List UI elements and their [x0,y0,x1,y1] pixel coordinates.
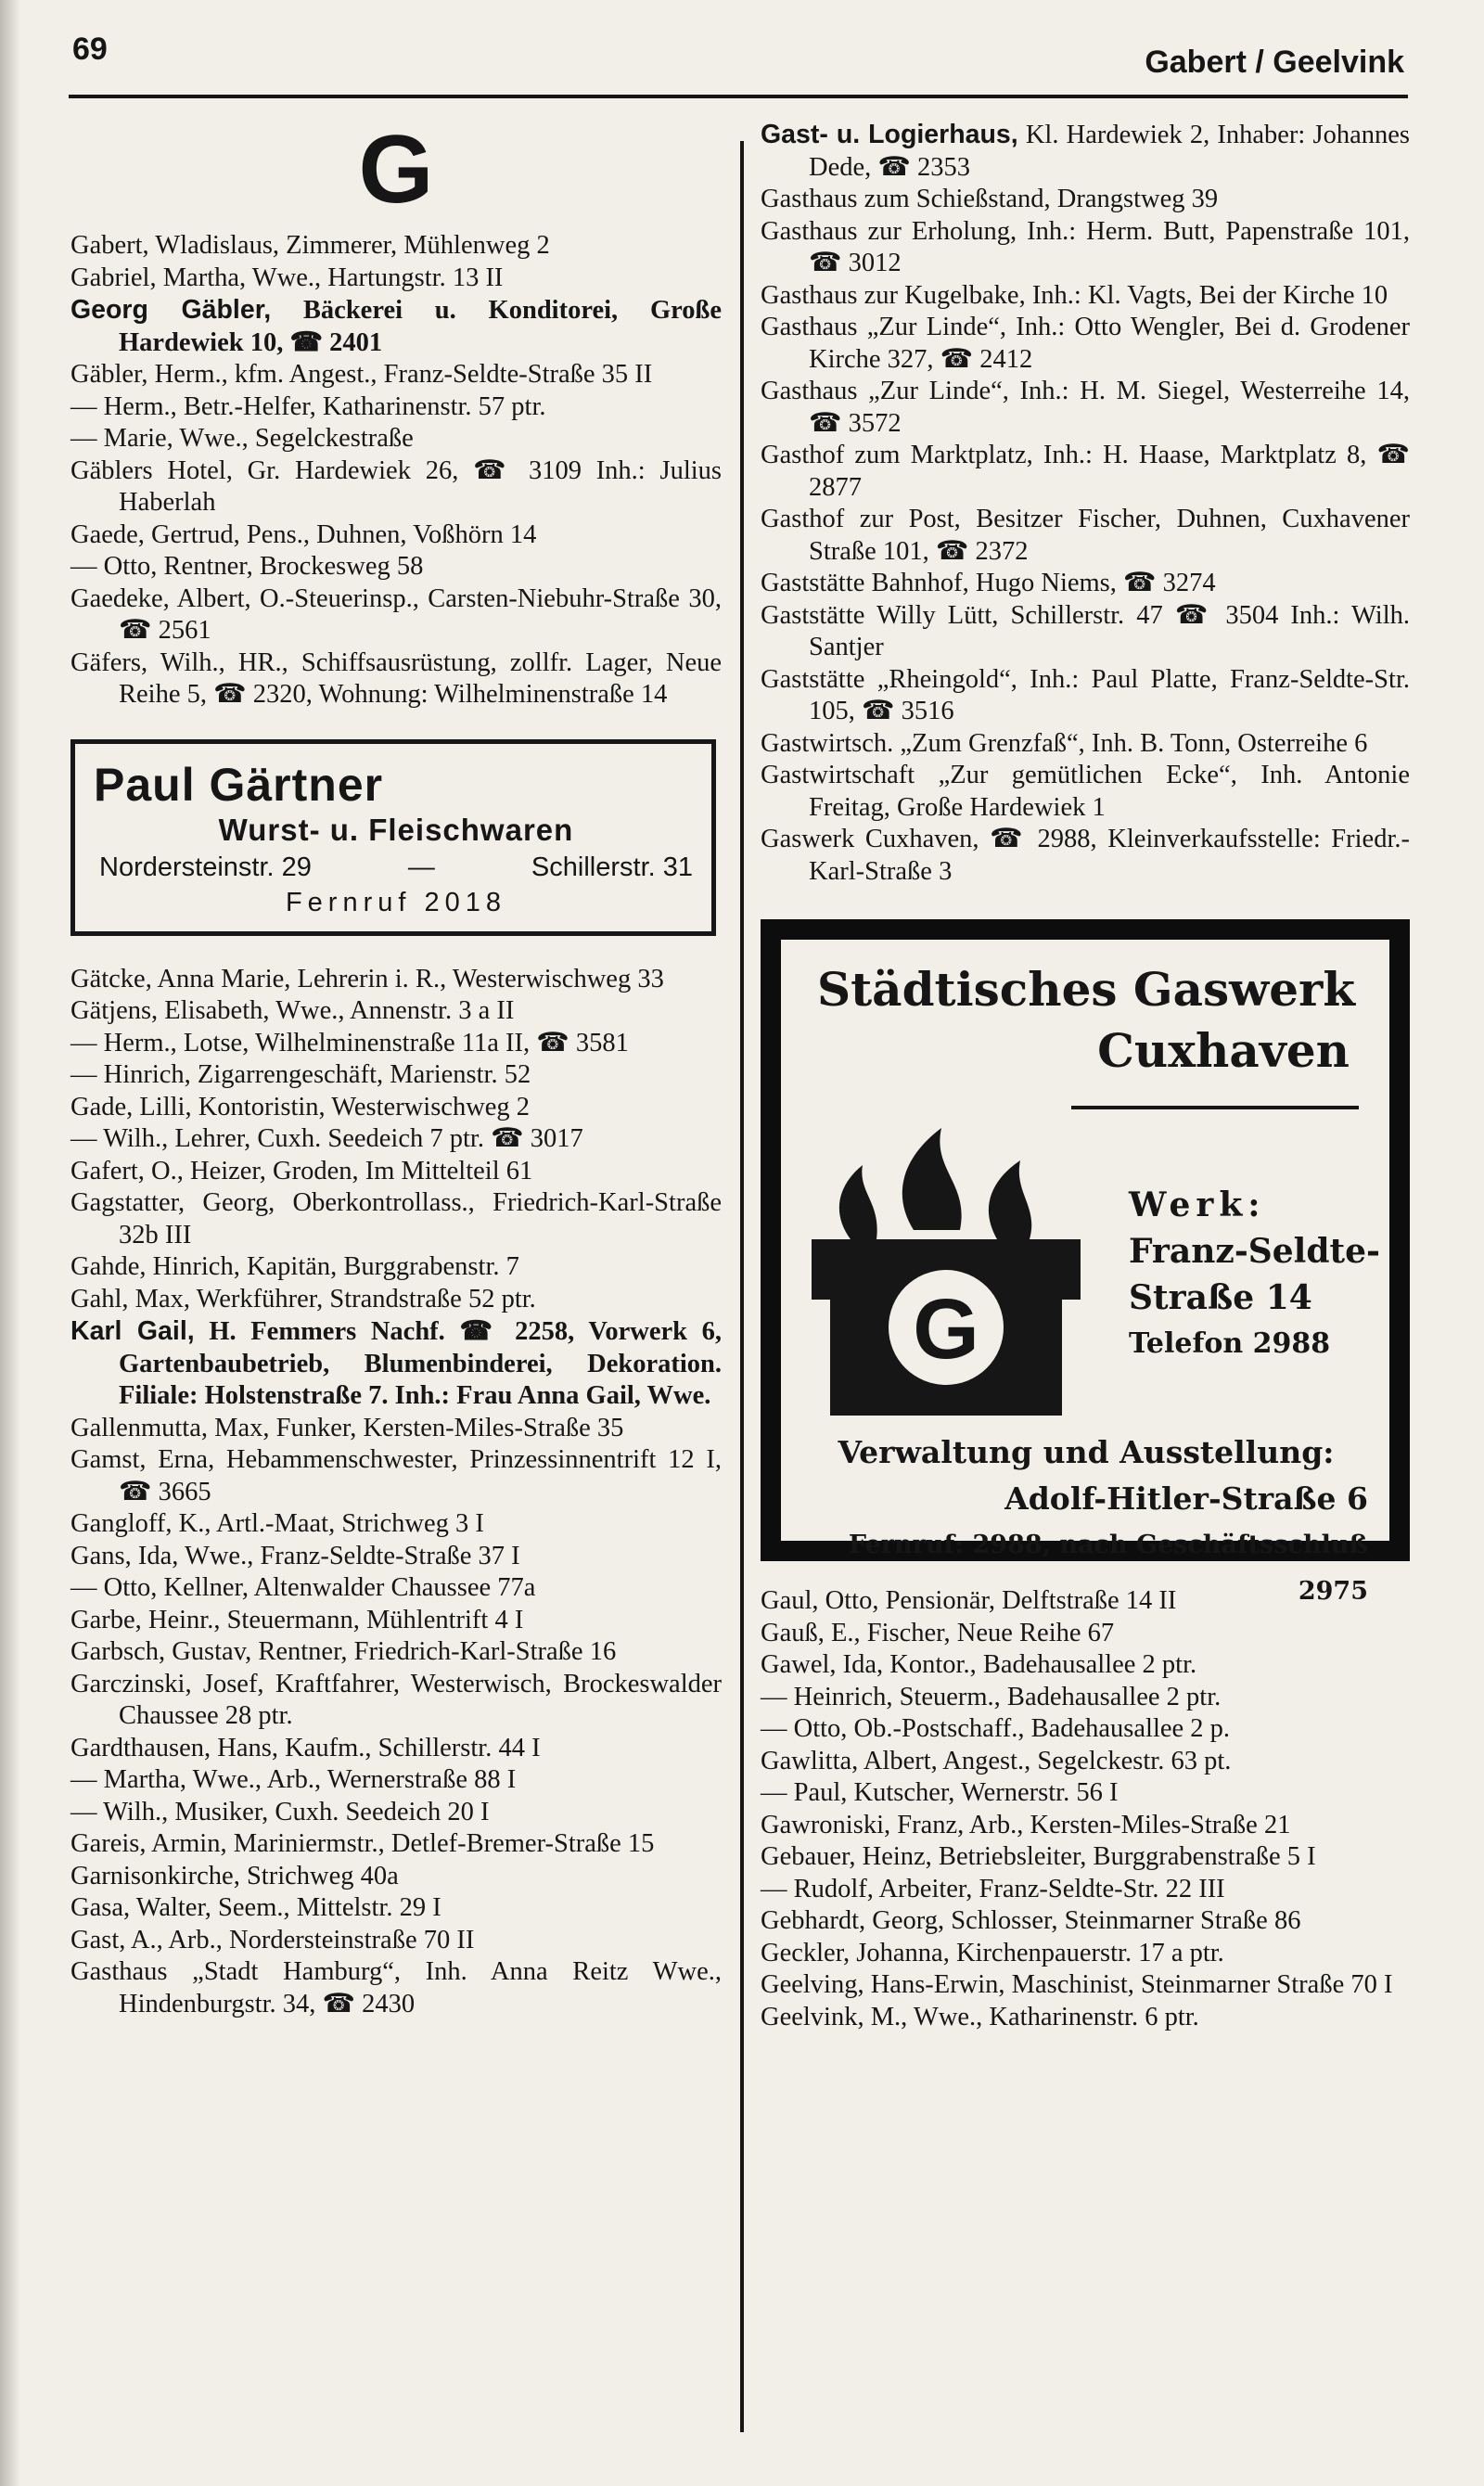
section-letter: G [358,116,434,224]
directory-entry [761,376,1410,440]
directory-entry [70,391,722,424]
entry-text: Gagstatter, Georg, Oberkontrollass., Friedrich-Karl-Straße 32b III [70,1188,722,1249]
advertisement-gaertner [70,739,716,936]
directory-entry [761,280,1410,313]
directory-entry [70,1413,722,1445]
entry-text: Gauß, E., Fischer, Neue Reihe 67 [761,1618,1115,1647]
directory-entry [761,1713,1410,1746]
entry-text: — Martha, Wwe., Arb., Wernerstraße 88 I [70,1765,517,1794]
entry-text: — Herm., Betr.-Helfer, Katharinenstr. 57 ptr. [70,391,546,421]
gas-flame-logo-icon [812,1128,1081,1416]
ad-gaswerk-admin-block [804,1429,1368,1615]
entry-text: — Hinrich, Zigarrengeschäft, Marienstr. 52 [70,1060,531,1089]
directory-entry [70,1861,722,1893]
directory-entry [70,1315,722,1413]
directory-entry [70,1123,722,1156]
entry-lead-name: Georg Gäbler, [70,295,272,325]
directory-entry [761,1649,1410,1682]
directory-entry [761,1969,1410,2002]
entry-text: Gasthaus „Zur Linde“, Inh.: H. M. Siegel, Westerreihe 14, ☎ 3572 [761,377,1410,438]
directory-entry [70,1733,722,1765]
directory-entry [761,119,1410,184]
entry-text: — Marie, Wwe., Segelckestraße [70,424,414,453]
column-divider [740,141,744,2432]
entry-text: — Rudolf, Arbeiter, Franz-Seldte-Str. 22 III [761,1874,1225,1903]
ad-gaswerk-city: Cuxhaven [1097,1023,1350,1078]
running-head: Gabert / Geelvink [1145,45,1404,80]
entry-text: Gawroniski, Franz, Arb., Kersten-Miles-Straße 21 [761,1810,1291,1839]
directory-entry [70,1956,722,2020]
directory-entry [70,1092,722,1124]
directory-entry [761,2002,1410,2034]
entry-list-right-1 [761,119,1410,888]
ad-gaswerk-werk-street-1: Franz-Seldte- [1129,1232,1381,1271]
directory-entry [70,230,722,263]
directory-entry [761,216,1410,280]
entry-text: Gaststätte Bahnhof, Hugo Niems, ☎ 3274 [761,569,1216,597]
entry-text: Garczinski, Josef, Kraftfahrer, Westerwisch, Brockeswalder Chaussee 28 ptr. [70,1669,722,1730]
entry-text: Gaststätte Willy Lütt, Schillerstr. 47 ☎ 3504 Inh.: Wilh. Santjer [761,600,1410,661]
scan-edge [0,0,20,2486]
entry-list-left-1 [70,230,722,711]
entry-text: — Wilh., Musiker, Cuxh. Seedeich 20 I [70,1797,490,1826]
directory-entry [761,504,1410,568]
entry-text: Gawel, Ida, Kontor., Badehausallee 2 ptr. [761,1650,1197,1679]
directory-entry [70,1444,722,1508]
entry-text: Gabriel, Martha, Wwe., Hartungstr. 13 II [70,263,504,292]
directory-entry [761,1841,1410,1874]
entry-text: Gäbler, Herm., kfm. Angest., Franz-Seldte-Straße 35 II [70,360,653,389]
entry-text: Gareis, Armin, Mariniermstr., Detlef-Bremer-Straße 15 [70,1829,655,1858]
entry-list-right-2 [761,1585,1410,2033]
ad-gaertner-phone: Fernruf 2018 [285,887,507,917]
directory-entry [761,1682,1410,1714]
entry-text: Gafert, O., Heizer, Groden, Im Mittelteil 61 [70,1156,533,1185]
entry-text: Gasthof zur Post, Besitzer Fischer, Duhnen, Cuxhavener Straße 101, ☎ 2372 [761,505,1410,566]
directory-entry [70,1541,722,1573]
entry-text: Geelving, Hans-Erwin, Maschinist, Steinmarner Straße 70 I [761,1970,1393,1999]
ad-gaertner-name: Paul Gärtner [94,758,384,811]
entry-text: Gans, Ida, Wwe., Franz-Seldte-Straße 37 I [70,1541,520,1570]
entry-text: Gaswerk Cuxhaven, ☎ 2988, Kleinverkaufsstelle: Friedr.-Karl-Straße 3 [761,825,1410,886]
directory-entry [70,1669,722,1733]
entry-text: Gardthausen, Hans, Kaufm., Schillerstr. 44 I [70,1733,541,1762]
entry-text: Gätjens, Elisabeth, Wwe., Annenstr. 3 a II [70,996,515,1025]
ad-gaswerk-werk-phone: Telefon 2988 [1129,1327,1331,1360]
directory-entry [70,964,722,996]
directory-entry [70,995,722,1028]
entry-text: Gasthof zum Marktplatz, Inh.: H. Haase, Marktplatz 8, ☎ 2877 [761,441,1410,502]
entry-text: Gangloff, K., Artl.-Maat, Strichweg 3 I [70,1509,484,1538]
directory-entry [70,1156,722,1188]
entry-text: Garbsch, Gustav, Rentner, Friedrich-Karl-Straße 16 [70,1637,617,1666]
entry-text: Gebhardt, Georg, Schlosser, Steinmarner Straße 86 [761,1906,1301,1935]
entry-text: Gaststätte „Rheingold“, Inh.: Paul Platte, Franz-Seldte-Str. 105, ☎ 3516 [761,664,1410,725]
directory-entry [761,1905,1410,1938]
directory-entry [761,568,1410,600]
entry-text: Garnisonkirche, Strichweg 40a [70,1861,399,1890]
top-rule [69,95,1408,98]
ad-gaswerk-logo-letter: G [913,1282,979,1377]
entry-text: Gasthaus „Zur Linde“, Inh.: Otto Wengler, Bei d. Grodener Kirche 327, ☎ 2412 [761,313,1410,374]
entry-text: Bäckerei u. Konditorei, Große Hardewiek 10, ☎ 2401 [119,296,722,357]
entry-text: Gawlitta, Albert, Angest., Segelckestr. 63 pt. [761,1746,1232,1775]
entry-text: Gast, A., Arb., Nordersteinstraße 70 II [70,1925,475,1954]
page-number: 69 [72,32,108,67]
entry-text: — Heinrich, Steuerm., Badehausallee 2 ptr. [761,1682,1222,1711]
ad-gaswerk-admin-label: Verwaltung und Ausstellung: [838,1434,1335,1470]
directory-entry [761,728,1410,761]
directory-entry [70,1892,722,1925]
ad-gaertner-separator: — [407,852,435,882]
directory-entry [70,423,722,455]
ad-gaertner-address-1: Nordersteinstr. 29 [99,852,312,882]
ad-gaertner-address-2: Schillerstr. 31 [531,852,693,882]
entry-lead-name: Karl Gail, [70,1316,195,1346]
directory-entry [761,1618,1410,1650]
ad-gaswerk-werk-block [1129,1182,1380,1367]
directory-entry [70,1605,722,1637]
entry-text: — Otto, Kellner, Altenwalder Chaussee 77a [70,1573,536,1602]
entry-text: Gahde, Hinrich, Kapitän, Burggrabenstr. 7 [70,1252,519,1281]
directory-entry [70,1925,722,1957]
directory-entry [70,1284,722,1316]
ad-gaswerk-phone-line: Fernruf: 2988, nach Geschäftsschluß 2975 [848,1531,1368,1606]
directory-entry [70,1828,722,1861]
directory-entry [70,519,722,552]
directory-entry [761,312,1410,376]
entry-text: — Herm., Lotse, Wilhelminenstraße 11a II, ☎ 3581 [70,1028,629,1057]
entry-text: Gäblers Hotel, Gr. Hardewiek 26, ☎ 3109 Inh.: Julius Haberlah [70,455,722,517]
directory-entry [70,647,722,711]
directory-entry [70,1187,722,1251]
entry-text: Gasthaus zur Erholung, Inh.: Herm. Butt, Papenstraße 101, ☎ 3012 [761,216,1410,277]
directory-entry [70,1059,722,1092]
entry-text: Gade, Lilli, Kontoristin, Westerwischweg 2 [70,1092,531,1121]
entry-text: Gasthaus zur Kugelbake, Inh.: Kl. Vagts, Bei der Kirche 10 [761,280,1388,310]
entry-text: Gamst, Erna, Hebammenschwester, Prinzessinnentrift 12 I, ☎ 3665 [70,1445,722,1506]
directory-entry [70,551,722,583]
directory-entry [70,1028,722,1060]
entry-text: — Otto, Ob.-Postschaff., Badehausallee 2 p. [761,1714,1231,1743]
entry-text: Kl. Hardewiek 2, Inhaber: Johannes Dede, ☎ 2353 [809,121,1411,182]
directory-entry [761,1874,1410,1906]
ad-gaswerk-werk-street-2: Straße 14 [1129,1278,1312,1317]
entry-text: Gaul, Otto, Pensionär, Delftstraße 14 II [761,1586,1177,1615]
entry-text: Gebauer, Heinz, Betriebsleiter, Burggrabenstraße 5 I [761,1842,1316,1871]
right-column [761,119,1410,2033]
directory-entry [761,1746,1410,1778]
entry-text: Gastwirtschaft „Zur gemütlichen Ecke“, Inh. Antonie Freitag, Große Hardewiek 1 [761,761,1410,822]
entry-text: Geckler, Johanna, Kirchenpauerstr. 17 a ptr. [761,1938,1224,1967]
directory-entry [761,184,1410,216]
entry-list-left-2 [70,964,722,2021]
entry-text: Gastwirtsch. „Zum Grenzfaß“, Inh. B. Tonn, Osterreihe 6 [761,728,1368,758]
entry-text: — Paul, Kutscher, Wernerstr. 56 I [761,1778,1119,1807]
directory-entry [70,1636,722,1669]
directory-entry [761,1777,1410,1810]
directory-entry [70,359,722,391]
entry-text: Gaede, Gertrud, Pens., Duhnen, Voßhörn 14 [70,519,537,549]
directory-entry [70,1797,722,1829]
ad-gaertner-addresses [94,850,698,885]
entry-text: Garbe, Heinr., Steuermann, Mühlentrift 4 I [70,1605,524,1634]
directory-entry [70,1251,722,1284]
left-column [70,116,722,2020]
entry-text: Gasthaus „Stadt Hamburg“, Inh. Anna Reitz Wwe., Hindenburgstr. 34, ☎ 2430 [70,1957,722,2018]
entry-text: H. Femmers Nachf. ☎ 2258, Vorwerk 6, Gartenbaubetrieb, Blumenbinderei, Dekoration. Filiale: Holstenstraße 7. Inh.: Frau Anna Gail, Wwe. [119,1317,722,1410]
entry-text: — Otto, Rentner, Brockesweg 58 [70,552,424,581]
directory-entry [761,1938,1410,1970]
directory-entry [761,664,1410,728]
entry-text: Gahl, Max, Werkführer, Strandstraße 52 ptr. [70,1284,536,1313]
ad-gaswerk-underline [1071,1106,1359,1109]
entry-text: Gasthaus zum Schießstand, Drangstweg 39 [761,185,1219,213]
directory-entry [70,583,722,647]
directory-entry [761,760,1410,824]
directory-entry [70,1572,722,1605]
directory-entry [70,263,722,295]
directory-entry [761,440,1410,504]
entry-text: Geelvink, M., Wwe., Katharinenstr. 6 ptr. [761,2002,1199,2031]
directory-entry [70,1764,722,1797]
entry-text: Gätcke, Anna Marie, Lehrerin i. R., Westerwischweg 33 [70,964,664,993]
entry-text: — Wilh., Lehrer, Cuxh. Seedeich 7 ptr. ☎ 3017 [70,1124,583,1153]
directory-entry [761,1810,1410,1842]
entry-text: Gallenmutta, Max, Funker, Kersten-Miles-Straße 35 [70,1413,624,1442]
ad-gaswerk-admin-address: Adolf-Hitler-Straße 6 [1004,1480,1368,1517]
entry-text: Gaedeke, Albert, O.-Steuerinsp., Carsten-Niebuhr-Straße 30, ☎ 2561 [70,583,722,645]
entry-text: Gabert, Wladislaus, Zimmerer, Mühlenweg 2 [70,231,550,260]
entry-text: Gasa, Walter, Seem., Mittelstr. 29 I [70,1893,441,1922]
entry-text: Gäfers, Wilh., HR., Schiffsausrüstung, zollfr. Lager, Neue Reihe 5, ☎ 2320, Wohnung: Wilhelminenstraße 14 [70,647,722,709]
ad-gaswerk-werk-label: Werk: [1129,1185,1266,1224]
entry-lead-name: Gast- u. Logierhaus, [761,120,1018,149]
directory-entry [761,824,1410,888]
directory-entry [70,294,722,359]
ad-gaswerk-title: Städtisches Gaswerk [816,962,1356,1017]
directory-entry [70,1508,722,1541]
directory-entry [761,600,1410,664]
directory-entry [70,455,722,519]
ad-gaertner-subtitle: Wurst- u. Fleischwaren [218,812,574,847]
